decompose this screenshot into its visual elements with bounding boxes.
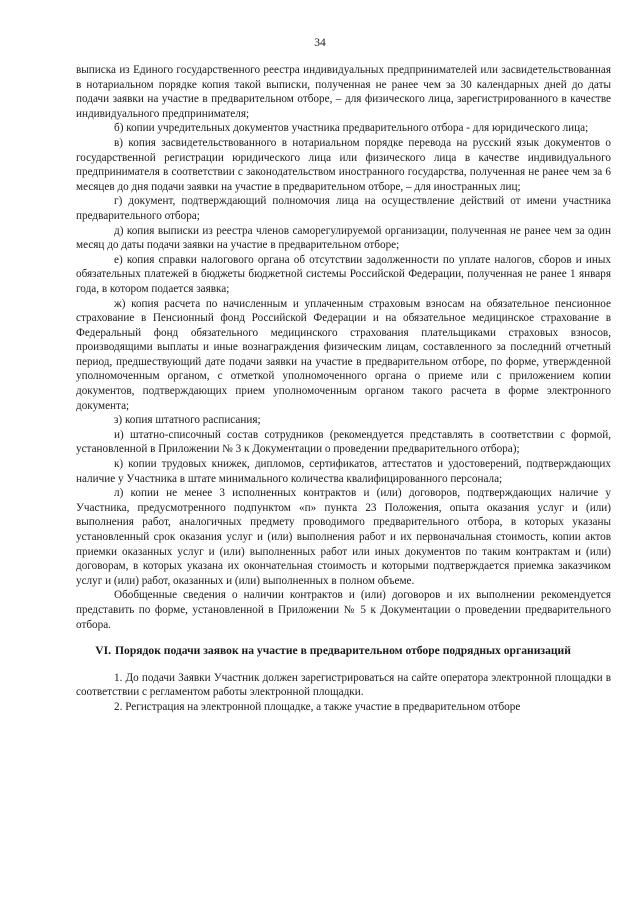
- paragraph-item-v: в) копия засвидетельствованного в нотариальном порядке перевода на русский язык документов о государственной регистрации юридического лица или физического лица в качестве индивидуального предпринимателя в соответствии с законодательством иностранного государства, полученная не ранее чем за 6 месяцев до дня подачи заявки на участие в предварительном отборе, – для иностранных лиц;: [76, 136, 611, 193]
- page-number: 34: [314, 37, 326, 49]
- paragraph-item-k: к) копии трудовых книжек, дипломов, сертификатов, аттестатов и удостоверений, подтверждающих наличие у Участника в штате минимального количества квалифицированного персонала;: [76, 458, 611, 485]
- section-number: VI.: [95, 644, 111, 658]
- section-heading: [76, 644, 611, 659]
- paragraph-item-e: е) копия справки налогового органа об отсутствии задолженности по уплате налогов, сборов и иных обязательных платежей в бюджеты бюджетной системы Российской Федерации, полученная не ранее 1 января года, в котором подается заявка;: [76, 253, 611, 295]
- section-paragraph-1: 1. До подачи Заявки Участник должен зарегистрироваться на сайте оператора электронной площадки в соответствии с регламентом работы электронной площадки.: [76, 671, 611, 699]
- paragraph-item-d: д) копия выписки из реестра членов саморегулируемой организации, полученная не ранее чем за один месяц до даты подачи заявки на участие в предварительном отборе;: [76, 224, 611, 252]
- section-title: Порядок подачи заявок на участие в предварительном отборе подрядных организаций: [115, 644, 571, 658]
- section-paragraph-2: 2. Регистрация на электронной площадке, а также участие в предварительном отборе: [114, 700, 521, 713]
- paragraph-summary: Обобщенные сведения о наличии контрактов и (или) договоров и их выполнении рекомендуется представить по форме, установленной в Приложении № 5 к Документации о проведении предварительного отбора.: [76, 589, 611, 631]
- paragraph-item-b: б) копии учредительных документов участника предварительного отбора - для юридического лица;: [114, 122, 589, 135]
- page-content: [76, 63, 611, 715]
- paragraph-item-zh: ж) копия расчета по начисленным и уплаченным страховым взносам на обязательное пенсионное страхование в Пенсионный фонд Российской Федерации и на обязательное медицинское страхование в Федеральный фонд обязательного медицинского страхования плательщиками страховых взносов, производящими выплаты и иные вознаграждения физическим лицам, составленного за последний отчетный период, предшествующий дате подачи заявки на участие в предварительном отборе, по форме, утвержденной уполномоченным органом, с отметкой уполномоченного органа о приеме или с приложением копии документов, подтверждающих прием уполномоченным органом такого расчета в форме электронного документа;: [76, 297, 611, 412]
- paragraph-continuation: выписка из Единого государственного реестра индивидуальных предпринимателей или засвидетельствованная в нотариальном порядке копия такой выписки, полученная не ранее чем за 30 календарных дней до даты подачи заявки на участие в предварительном отборе, – для физического лица, зарегистрированного в качестве индивидуального предпринимателя;: [76, 64, 611, 120]
- paragraph-item-g: г) документ, подтверждающий полномочия лица на осуществление действий от имени участника предварительного отбора;: [76, 195, 611, 222]
- paragraph-item-i: и) штатно-списочный состав сотрудников (рекомендуется представлять в соответствии с формой, установленной в Приложении № 3 к Документации о проведении предварительного отбора);: [76, 428, 611, 456]
- paragraph-item-l: л) копии не менее 3 исполненных контрактов и (или) договоров, подтверждающих наличие у Участника, предусмотренного подпунктом «п» пункта 23 Положения, опыта оказания услуг и (или) выполнения работ, аналогичных предмету проводимого предварительного отбора, в которых указаны установленный срок оказания услуг и (или) выполнения работ и их первоначальная стоимость, копии актов приемки оказанных услуг и (или) выполненных работ или иных документов по таким контрактам и (или) договорам, в которых указана их окончательная стоимость и которыми подтверждается приемка заказчиком услуг и (или) работ, оказанных и (или) выполненных в полном объеме.: [76, 487, 611, 587]
- paragraph-item-z: з) копия штатного расписания;: [114, 414, 261, 427]
